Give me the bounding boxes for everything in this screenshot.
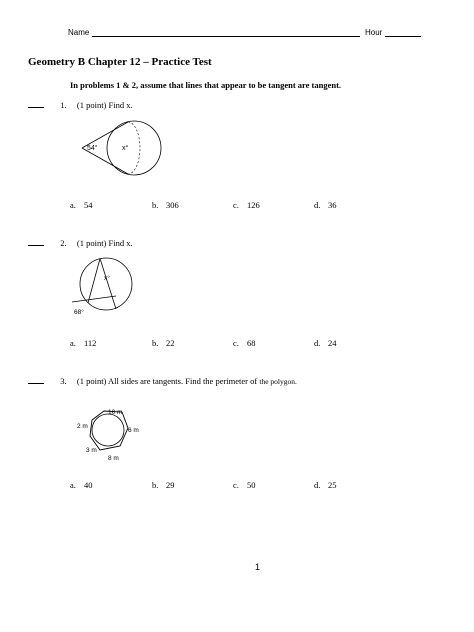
question-3-text: (1 point) All sides are tangents. Find the perimeter of (76, 376, 258, 386)
hour-field[interactable] (365, 28, 421, 37)
choice-letter: a. (70, 480, 76, 490)
figure-3-inscribed-circle (92, 414, 124, 446)
figure-3-label-bottom-left: 3 m (86, 447, 97, 454)
choice-2a[interactable] (70, 338, 96, 348)
choice-letter: c. (233, 338, 239, 348)
answer-blank-3[interactable] (28, 377, 44, 384)
choice-letter: b. (152, 338, 159, 348)
figure-2-x-label: x° (104, 275, 110, 282)
choice-value: 112 (84, 338, 97, 348)
choice-value: 40 (84, 480, 93, 490)
question-2 (28, 238, 133, 248)
question-2-number: 2. (60, 238, 67, 248)
question-3-number: 3. (60, 376, 67, 386)
figure-2-tangent (72, 296, 116, 302)
choice-3b[interactable] (152, 480, 175, 490)
question-3 (28, 376, 297, 386)
choice-1d[interactable] (314, 200, 337, 210)
page-title: Geometry B Chapter 12 – Practice Test (28, 56, 212, 68)
choice-value: 36 (328, 200, 337, 210)
question-1-number: 1. (60, 100, 67, 110)
answer-blank-1[interactable] (28, 101, 44, 108)
choice-value: 126 (247, 200, 260, 210)
choice-value: 24 (328, 338, 337, 348)
figure-2-circle-outline (80, 258, 132, 310)
choice-3a[interactable] (70, 480, 93, 490)
choice-letter: b. (152, 480, 159, 490)
choice-1a[interactable] (70, 200, 93, 210)
name-line (92, 28, 360, 37)
choice-2d[interactable] (314, 338, 337, 348)
choice-value: 50 (247, 480, 256, 490)
hour-line (385, 28, 421, 37)
answer-blank-2[interactable] (28, 239, 44, 246)
hour-label: Hour (365, 28, 383, 37)
figure-3-polygon (76, 404, 140, 462)
choice-letter: b. (152, 200, 159, 210)
figure-2-chord-a (88, 259, 100, 304)
figure-3-label-left: 2 m (77, 423, 88, 430)
instructions: In problems 1 & 2, assume that lines that appear to be tangent are tangent. (70, 80, 342, 90)
choice-letter: a. (70, 338, 76, 348)
choice-value: 306 (166, 200, 179, 210)
figure-2-chord-b (100, 259, 116, 310)
choice-1c[interactable] (233, 200, 260, 210)
choice-value: 29 (166, 480, 175, 490)
question-1-text: (1 point) Find x. (76, 100, 133, 110)
choice-letter: d. (314, 480, 321, 490)
choice-value: 22 (166, 338, 175, 348)
choice-letter: a. (70, 200, 76, 210)
figure-1-inner-arc (128, 122, 140, 174)
figure-1-tangent-circle (78, 118, 168, 182)
name-field[interactable] (68, 28, 360, 37)
choice-letter: c. (233, 200, 239, 210)
choice-letter: d. (314, 200, 321, 210)
figure-3-label-right: 6 m (128, 427, 139, 434)
page-number: 1 (255, 562, 261, 572)
figure-1-x-label: x° (122, 145, 129, 152)
choice-2b[interactable] (152, 338, 175, 348)
figure-3-label-top: 10 m (108, 409, 123, 416)
question-2-text: (1 point) Find x. (76, 238, 133, 248)
figure-3-polygon-outline (90, 411, 128, 450)
choice-letter: d. (314, 338, 321, 348)
choice-3d[interactable] (314, 480, 337, 490)
choice-1b[interactable] (152, 200, 179, 210)
choice-value: 54 (84, 200, 93, 210)
choice-value: 25 (328, 480, 337, 490)
choice-value: 68 (247, 338, 256, 348)
question-1 (28, 100, 133, 110)
question-3-text-end: the polygon. (259, 377, 297, 386)
figure-2-angle-label: 68° (74, 309, 84, 316)
choice-letter: c. (233, 480, 239, 490)
name-label: Name (68, 28, 90, 37)
figure-3-label-bottom: 8 m (108, 455, 119, 462)
figure-1-angle-label: 54° (87, 145, 98, 152)
figure-2-circle (70, 256, 140, 318)
choice-3c[interactable] (233, 480, 256, 490)
choice-2c[interactable] (233, 338, 256, 348)
